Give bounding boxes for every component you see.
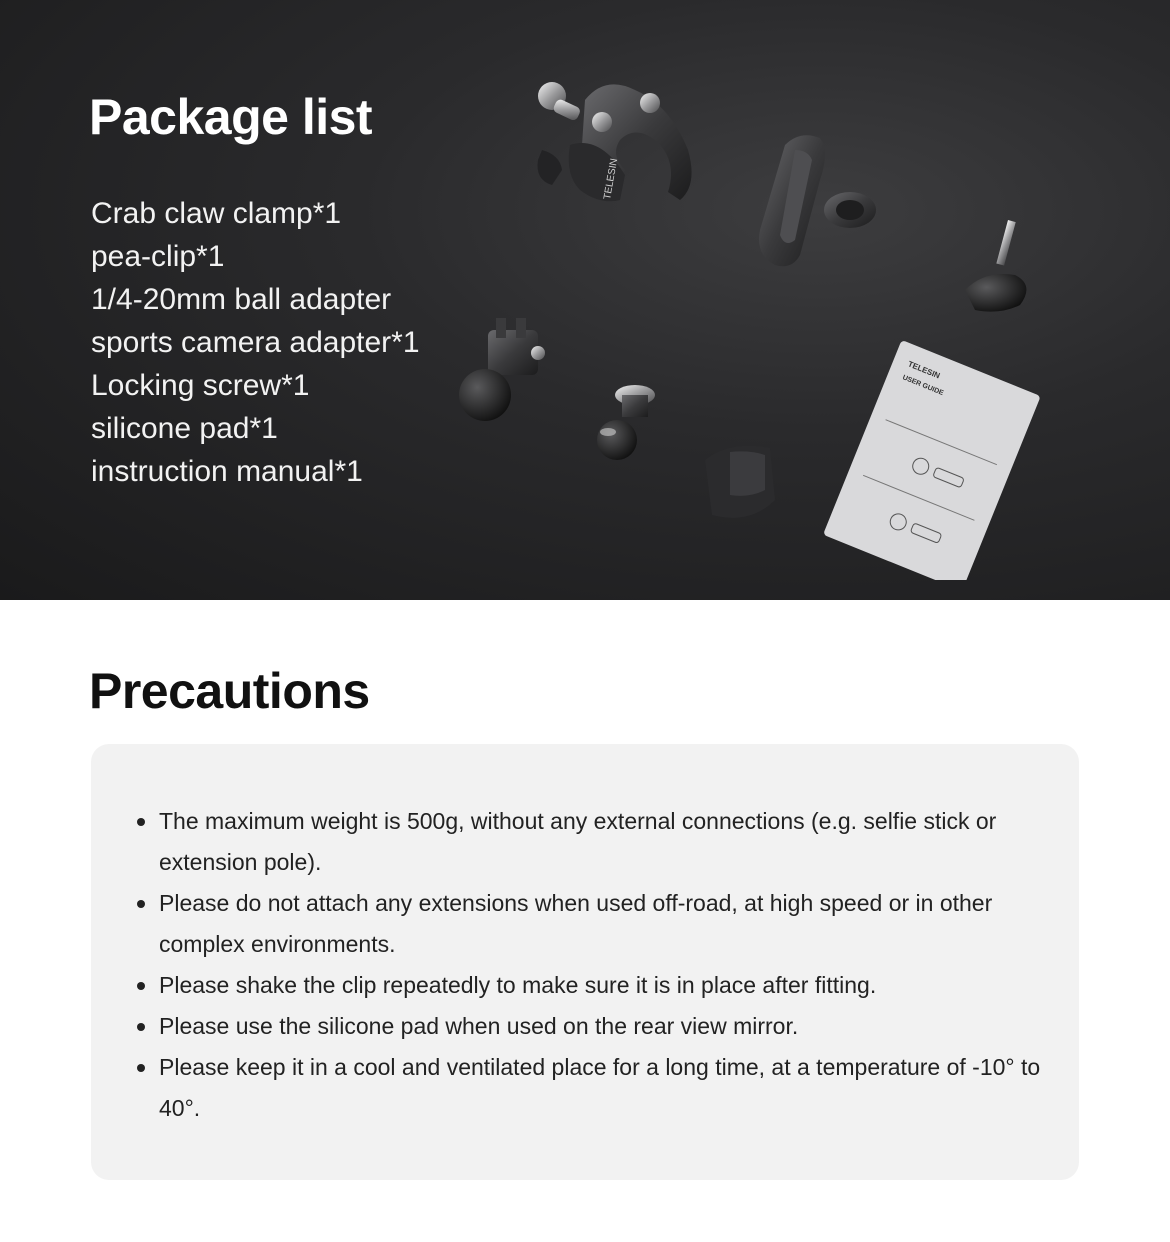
clamp-brand-label: TELESIN (602, 157, 621, 201)
sports-camera-adapter-icon (459, 318, 545, 421)
instruction-manual-icon (823, 340, 1041, 580)
precautions-title: Precautions (89, 663, 370, 719)
package-list-section (0, 0, 1170, 600)
ball-adapter-icon (597, 385, 655, 460)
precaution-item (159, 883, 1049, 965)
precaution-text: The maximum weight is 500g, without any external connections (e.g. selfie stick or extension pole). (159, 808, 997, 875)
package-list-title: Package list (89, 89, 373, 145)
bullet-icon (137, 982, 145, 990)
manual-brand-label: TELESIN (906, 359, 942, 381)
precaution-text: Please shake the clip repeatedly to make sure it is in place after fitting. (159, 972, 877, 998)
package-item: sports camera adapter*1 (91, 326, 420, 359)
locking-screw-icon (965, 220, 1026, 312)
bullet-icon (137, 900, 145, 908)
precaution-text: Please keep it in a cool and ventilated place for a long time, at a temperature of -10° to 40°. (159, 1054, 1041, 1121)
package-item: silicone pad*1 (91, 412, 278, 445)
manual-title-label: USER GUIDE (901, 374, 945, 398)
package-item: Locking screw*1 (91, 369, 310, 402)
precaution-text: Please use the silicone pad when used on the rear view mirror. (159, 1013, 799, 1039)
package-item: pea-clip*1 (91, 240, 225, 273)
precaution-text: Please do not attach any extensions when used off-road, at high speed or in other complex environments. (159, 890, 993, 957)
precaution-item (159, 1006, 1049, 1047)
crab-claw-clamp-icon (538, 82, 692, 201)
package-items-list (91, 192, 420, 493)
silicone-pad-icon (705, 446, 775, 518)
precaution-item (159, 801, 1049, 883)
precautions-list (159, 801, 1049, 1129)
package-item: 1/4-20mm ball adapter (91, 283, 392, 316)
bullet-icon (137, 818, 145, 826)
precautions-card (91, 744, 1079, 1180)
bullet-icon (137, 1023, 145, 1031)
precaution-item (159, 965, 1049, 1006)
package-item: instruction manual*1 (91, 455, 363, 488)
pea-clip-icon (759, 135, 876, 266)
bullet-icon (137, 1064, 145, 1072)
product-photo (430, 60, 1070, 580)
precaution-item (159, 1047, 1049, 1129)
package-item: Crab claw clamp*1 (91, 197, 342, 230)
